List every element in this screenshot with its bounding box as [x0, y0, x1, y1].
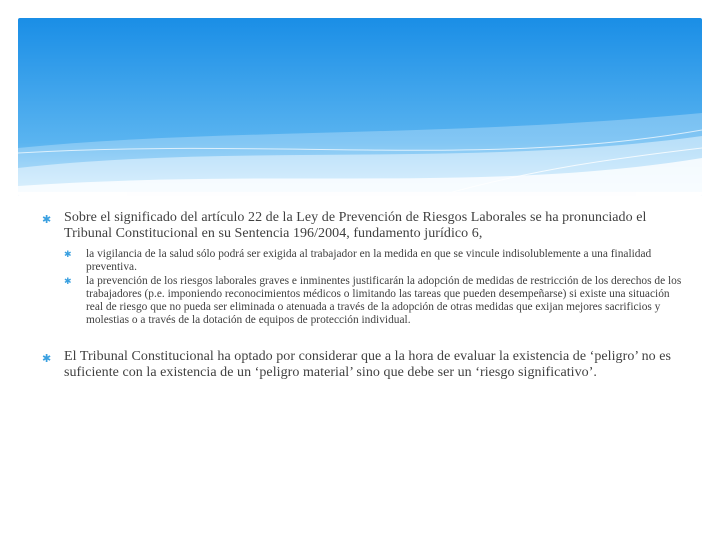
bullet-text: Sobre el significado del artículo 22 de la Ley de Prevención de Riesgos Laborales se ha pronunciado el Tribunal Constitucional en su Sentencia 196/2004, fundamento jurídico 6, — [64, 210, 647, 241]
asterisk-bullet-icon: ✱ — [64, 250, 72, 260]
asterisk-bullet-icon: ✱ — [42, 213, 52, 226]
sub-bullet-text: la prevención de los riesgos laborales graves e inminentes justificarán la adopción de medidas de restricción de los derechos de los trabajadores (p.e. imponiendo reconocimientos médicos o limitando las tareas que pueden desempeñarse) si existe una situación real de riesgo que no pueda ser eliminada o atenuada a través de la adopción de otras medidas que exijan mejores sacrificios y molestias o a través de la dotación de equipos de protección individual. — [86, 275, 682, 326]
sub-bullet-item — [64, 275, 682, 327]
header-banner — [18, 18, 702, 196]
bullet-item — [42, 349, 682, 381]
bullet-text: El Tribunal Constitucional ha optado por considerar que a la hora de evaluar la existencia de ‘peligro’ no es suficiente con la existencia de un ‘peligro material’ sino que debe ser un ‘riesgo significativo’. — [64, 349, 672, 380]
banner-graphic — [18, 18, 702, 196]
sub-bullet-item — [64, 248, 682, 274]
bullet-item — [42, 210, 682, 242]
asterisk-bullet-icon: ✱ — [42, 352, 52, 365]
content-area — [42, 210, 682, 381]
sub-bullet-text: la vigilancia de la salud sólo podrá ser exigida al trabajador en la medida en que se vincule indisolublemente a una finalidad preventiva. — [86, 248, 652, 273]
sub-bullet-list — [64, 248, 682, 327]
asterisk-bullet-icon: ✱ — [64, 277, 72, 287]
